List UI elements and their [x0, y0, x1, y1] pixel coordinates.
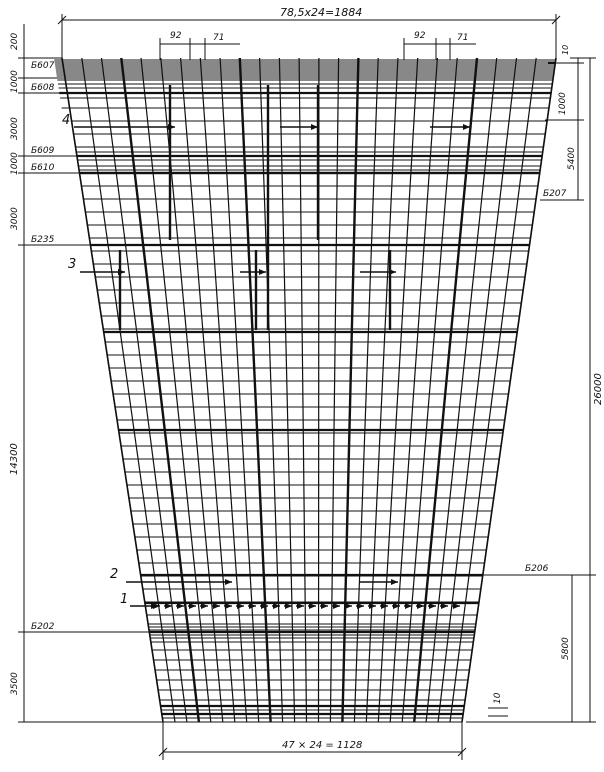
- right-dim-5800: 5800: [561, 637, 571, 660]
- vertical-bar: [426, 58, 497, 722]
- section-arrow-head: [391, 579, 398, 585]
- left-dim-200: 200: [10, 33, 20, 50]
- left-dim-14300: 14300: [9, 443, 20, 475]
- section-arrow-head: [168, 124, 175, 130]
- vertical-bar: [102, 58, 187, 722]
- section-arrow-head: [463, 124, 470, 130]
- left-dim-1000-b: 1000: [10, 152, 20, 175]
- right-dim-10-bottom: 10: [493, 692, 503, 704]
- mark-b610: Б610: [31, 163, 55, 173]
- right-dim-26000: 26000: [593, 373, 604, 405]
- vertical-bar: [438, 58, 516, 722]
- vertical-bar: [260, 58, 283, 722]
- bottom-dimension-line: [159, 722, 466, 760]
- vertical-bar: [141, 58, 211, 722]
- vertical-bar: [279, 58, 294, 722]
- spacing-label-92-right: 92: [414, 31, 426, 41]
- mark-b207: Б207: [543, 189, 567, 199]
- vertical-bar: [354, 58, 378, 722]
- left-dimension-chain: [9, 24, 168, 722]
- mark-b608: Б608: [31, 83, 55, 93]
- section-marker-2: 2: [110, 567, 118, 582]
- left-dim-3500: 3500: [10, 672, 20, 695]
- top-dimension-line: [58, 6, 560, 60]
- vertical-bar: [450, 58, 536, 722]
- mark-b235: Б235: [31, 235, 55, 245]
- vertical-bar: [402, 58, 457, 722]
- vertical-bar: [121, 58, 199, 722]
- vertical-bar: [342, 58, 358, 722]
- vertical-bar: [390, 58, 437, 722]
- section-arrow-head: [389, 269, 396, 275]
- spacing-label-71-right: 71: [457, 33, 468, 43]
- vertical-bars: [62, 58, 556, 722]
- vertical-bar: [366, 58, 398, 722]
- mesh-outline: [62, 58, 556, 722]
- spacing-markers: [160, 31, 476, 60]
- mark-b609: Б609: [31, 146, 55, 156]
- bottom-dimension-text: 47 × 24 = 1128: [282, 740, 362, 751]
- vertical-bar: [240, 58, 271, 722]
- section-arrow-head: [225, 579, 232, 585]
- left-dim-1000-a: 1000: [10, 70, 20, 93]
- left-dim-3000-a: 3000: [10, 117, 20, 140]
- mark-b607: Б607: [31, 61, 55, 71]
- mark-b202: Б202: [31, 622, 55, 632]
- mark-b206: Б206: [525, 564, 549, 574]
- spacing-label-71-left: 71: [213, 33, 224, 43]
- vertical-bar: [62, 58, 163, 722]
- right-dim-5400: 5400: [567, 147, 577, 170]
- left-mark-labels: [31, 61, 55, 632]
- right-dim-1000: 1000: [558, 92, 568, 115]
- section-marker-1: 1: [120, 592, 128, 607]
- vertical-bar: [299, 58, 306, 722]
- top-dimension-text: 78,5x24=1884: [280, 6, 362, 19]
- vertical-bar: [462, 58, 556, 722]
- right-mark-labels: [525, 189, 567, 574]
- section-arrows: [74, 124, 470, 609]
- section-arrow-head: [259, 269, 266, 275]
- spacing-label-92-left: 92: [170, 31, 182, 41]
- right-dim-10-top: 10: [561, 45, 570, 55]
- section-marker-3: 3: [68, 257, 76, 272]
- vertical-bar: [414, 58, 477, 722]
- vertical-bar: [330, 58, 338, 722]
- section-arrow-head: [118, 269, 125, 275]
- vertical-bar: [378, 58, 417, 722]
- left-dim-3000-b: 3000: [10, 207, 20, 230]
- section-marker-4: 4: [62, 113, 70, 128]
